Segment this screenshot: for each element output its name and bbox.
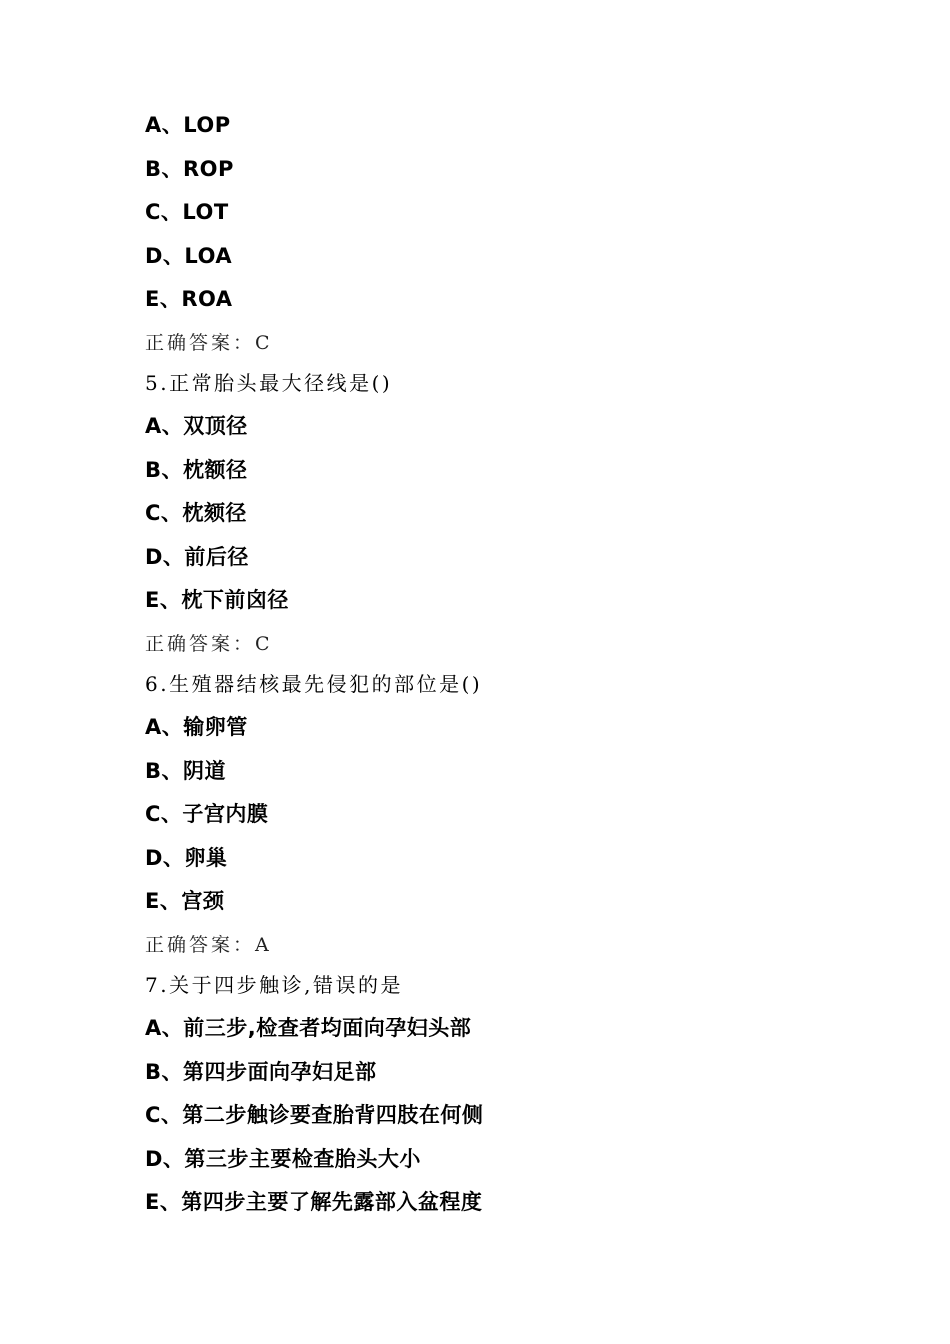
q4-option-e: E、ROA (145, 287, 233, 311)
q6-option-c: C、子宫内膜 (145, 802, 269, 826)
q7-option-c: C、第二步触诊要查胎背四肢在何侧 (145, 1103, 484, 1127)
q6-option-b: B、阴道 (145, 759, 227, 783)
q7-option-e: E、第四步主要了解先露部入盆程度 (145, 1190, 483, 1214)
q4-option-a: A、LOP (145, 113, 231, 137)
q5-option-b: B、枕额径 (145, 458, 248, 482)
q5-option-a: A、双顶径 (145, 414, 248, 438)
q6-question: 6.生殖器结核最先侵犯的部位是() (145, 672, 483, 696)
q4-option-c: C、LOT (145, 200, 229, 224)
q7-option-b: B、第四步面向孕妇足部 (145, 1060, 377, 1084)
q5-question: 5.正常胎头最大径线是() (145, 371, 393, 395)
q7-option-d: D、第三步主要检查胎头大小 (145, 1147, 421, 1171)
q6-option-a: A、输卵管 (145, 715, 248, 739)
q5-option-d: D、前后径 (145, 545, 249, 569)
q7-option-a: A、前三步,检查者均面向孕妇头部 (145, 1016, 472, 1040)
q6-option-e: E、宫颈 (145, 889, 225, 913)
q7-question: 7.关于四步触诊,错误的是 (145, 973, 403, 997)
q5-answer: 正确答案：C (145, 633, 273, 655)
q4-option-d: D、LOA (145, 244, 233, 268)
q4-option-b: B、ROP (145, 157, 234, 181)
q6-answer: 正确答案：A (145, 934, 272, 956)
q5-option-c: C、枕颏径 (145, 501, 247, 525)
q5-option-e: E、枕下前囟径 (145, 588, 289, 612)
q6-option-d: D、卵巢 (145, 846, 228, 870)
q4-answer: 正确答案：C (145, 332, 273, 354)
